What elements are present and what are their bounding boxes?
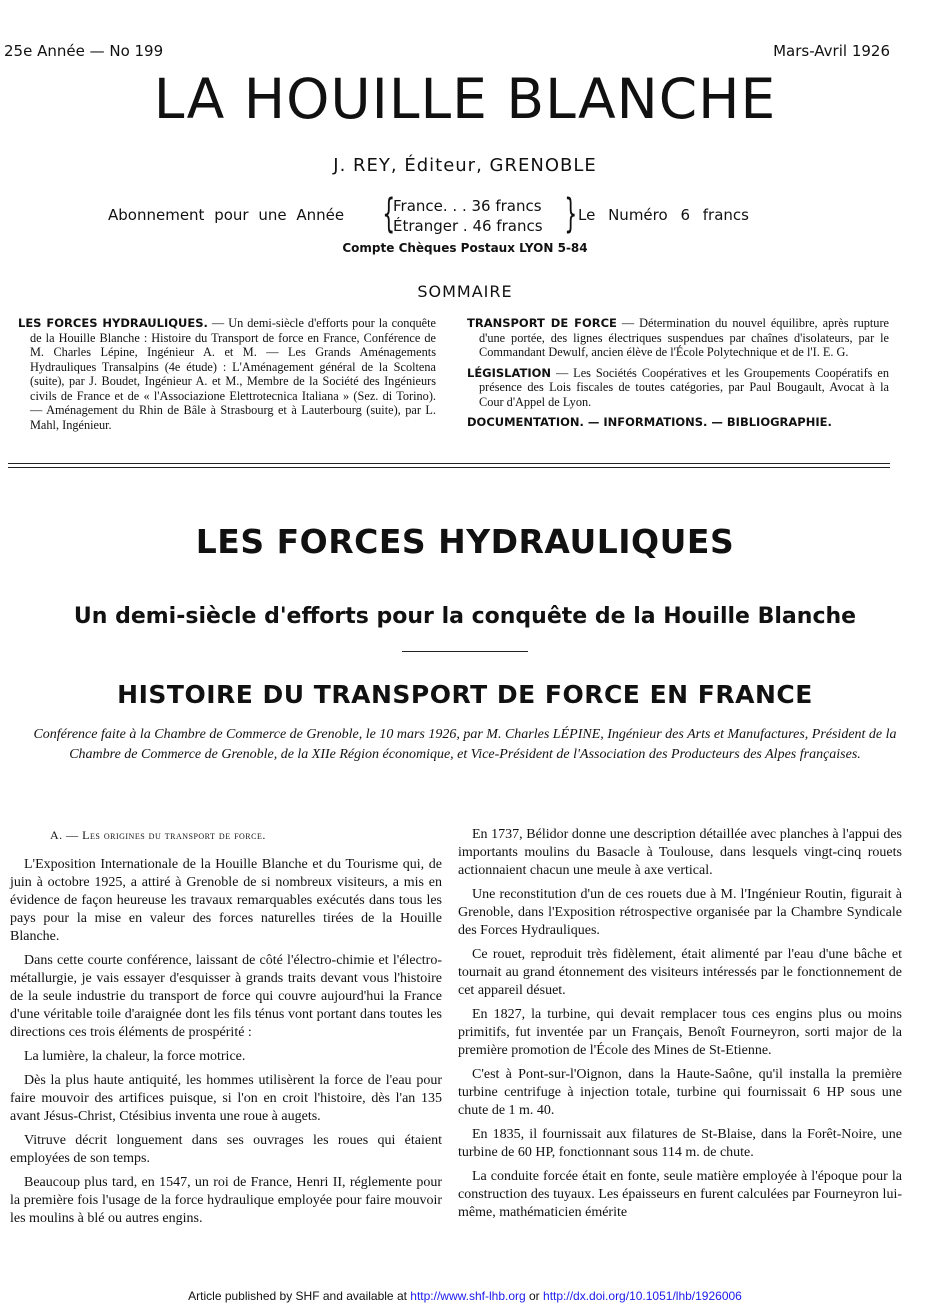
paragraph: En 1827, la turbine, qui devait remplacer tous ces engins plus ou moins primitifs, fut inventée par un Français, Benoît Fourneyron, sorti major de la première promotion de l'École des Mines de St-Etienne. [458,1007,902,1058]
article-right-column [458,826,902,1228]
paragraph: La conduite forcée était en fonte, seule matière employée à l'époque pour la construction des tuyaux. Les épaisseurs en furent calculées par Fourneyron lui-même, mathématicien émérite [458,1169,902,1220]
sommaire-entry: DOCUMENTATION. — INFORMATIONS. — BIBLIOGRAPHIE. [467,415,832,429]
paragraph: La lumière, la chaleur, la force motrice. [24,1049,246,1064]
price-numero: Le Numéro 6 francs [578,206,749,224]
sommaire-right-column [467,316,889,436]
footer-link-doi[interactable]: http://dx.doi.org/10.1051/lhb/1926006 [543,1289,742,1303]
journal-title: LA HOUILLE BLANCHE [153,67,777,131]
paragraph: L'Exposition Internationale de la Houille Blanche et du Tourisme qui, de juin à octobre 1925, a attiré à Grenoble de si nombreux visiteurs, a mis en évidence de façon heureuse les travaux remarquables exécutés dans tous les pays pour la mise en valeur des forces naturelles tirées de la Houille Blanche. [10,857,442,944]
footer-note: Article published by SHF and available at http://www.shf-lhb.org or http://dx.doi.org/10.1051/lhb/1926006 [188,1289,742,1303]
issue-date: Mars-Avril 1926 [773,42,890,60]
cheques-line: Compte Chèques Postaux LYON 5-84 [342,241,588,255]
section-heading: LES FORCES HYDRAULIQUES [195,522,735,561]
price-etranger: Étranger . 46 francs [393,217,543,235]
paragraph: En 1835, il fournissait aux filatures de St-Blaise, dans la Forêt-Noire, une turbine de 60 HP, fonctionnant sous 114 m. de chute. [458,1127,902,1160]
paragraph: Beaucoup plus tard, en 1547, un roi de France, Henri II, réglemente pour la première fois l'usage de la force hydraulique employée pour faire mouvoir les moulins à blé ou autres engins. [10,1175,442,1226]
article-title: HISTOIRE DU TRANSPORT DE FORCE EN FRANCE [117,680,813,709]
sommaire-title: SOMMAIRE [417,282,513,301]
price-france: France. . . 36 francs [393,197,542,215]
divider-rule [8,463,890,464]
paragraph: En 1737, Bélidor donne une description détaillée avec planches à l'appui des importants moulins du Basacle à Toulouse, dans lesquels vingt-cinq rouets actionnaient chacun une meule à axe vertical. [458,827,902,878]
paragraph: C'est à Pont-sur-l'Oignon, dans la Haute-Saône, qu'il installa la première turbine centrifuge à injection totale, turbine qui fournissait 6 HP sous une chute de 1 m. 40. [458,1067,902,1118]
sommaire-entry: LÉGISLATION — Les Sociétés Coopératives et les Groupements Coopératifs en présence des Lois fiscales de toutes catégories, par Paul Bougault, Avocat à la Cour d'Appel de Lyon. [467,365,889,409]
sommaire-left-column [18,316,436,438]
footer-link-shf[interactable]: http://www.shf-lhb.org [410,1289,526,1303]
subsection-heading: A. — Les origines du transport de force. [50,828,266,842]
subscription-label: Abonnement pour une Année [108,206,345,224]
article-subtitle: Un demi-siècle d'efforts pour la conquête de la Houille Blanche [73,604,857,629]
paragraph: Dès la plus haute antiquité, les hommes utilisèrent la force de l'eau pour faire mouvoir des artifices puisque, si l'on en croit l'histoire, dès l'an 135 avant Jésus-Christ, Ctésibius inventa une roue à augets. [10,1073,442,1124]
brace-left: { [382,191,396,237]
sommaire-entry: LES FORCES HYDRAULIQUES. — Un demi-siècle d'efforts pour la conquête de la Houille Blanche : Histoire du Transport de force en France, Conférence de M. Charles Lépine, Ingénieur A. et M. — Les Grands Aménagements Hydrauliques Transalpins (4e étude) : L'Aménagement général de la Scoltena (suite), par J. Boudet, Ingénieur A. et M., Membre de la Société des Ingénieurs civils de France et de « l'Associazione Elettrotecnica Italiana » (Sez. di Torino). — Aménagement du Rhin de Bâle à Strasbourg et à Lauterbourg (suite), par L. Mahl, Ingénieur. [18,316,436,432]
divider-rule [8,467,890,468]
paragraph: Vitruve décrit longuement dans ses ouvrages les roues qui étaient employées de son temps. [10,1133,442,1166]
paragraph: Dans cette courte conférence, laissant de côté l'électro-chimie et l'électro-métallurgie, je vais essayer d'esquisser à grands traits devant vous l'histoire de la seule industrie du transport de force qui couvre aujourd'hui la France d'une véritable toile d'araignée dont les fils ténus vont portant dans toutes les directions ces trois éléments de prospérité : [10,953,442,1040]
issue-number: 25e Année — No 199 [4,42,164,60]
paragraph: Une reconstitution d'un de ces rouets due à M. l'Ingénieur Routin, figurait à Grenoble, dans l'Exposition rétrospective organisée par la Chambre Syndicale des Forces Hydrauliques. [458,887,902,938]
conference-note: Conférence faite à la Chambre de Commerce de Grenoble, le 10 mars 1926, par M. Charles LÉPINE, Ingénieur des Arts et Manufactures, Président de la Chambre de Commerce de Grenoble, de la XIIe Région économique, et Vice-Président de l'Association des Producteurs des Alpes françaises. [33,727,897,762]
brace-right: } [564,191,578,237]
paragraph: Ce rouet, reproduit très fidèlement, était alimenté par l'eau d'une bâche et tournait au grand étonnement des visiteurs intéressés par le fonctionnement de cet appareil désuet. [458,947,902,998]
sommaire-entry: TRANSPORT DE FORCE — Détermination du nouvel équilibre, après rupture d'une portée, des lignes électriques suspendues par chaînes d'isolateurs, par le Commandant Dewulf, ancien élève de l'École Polytechnique et de l'I. E. G. [467,316,890,359]
editor-line: J. REY, Éditeur, GRENOBLE [333,155,597,176]
article-left-column [10,826,442,1234]
short-rule [402,651,528,652]
